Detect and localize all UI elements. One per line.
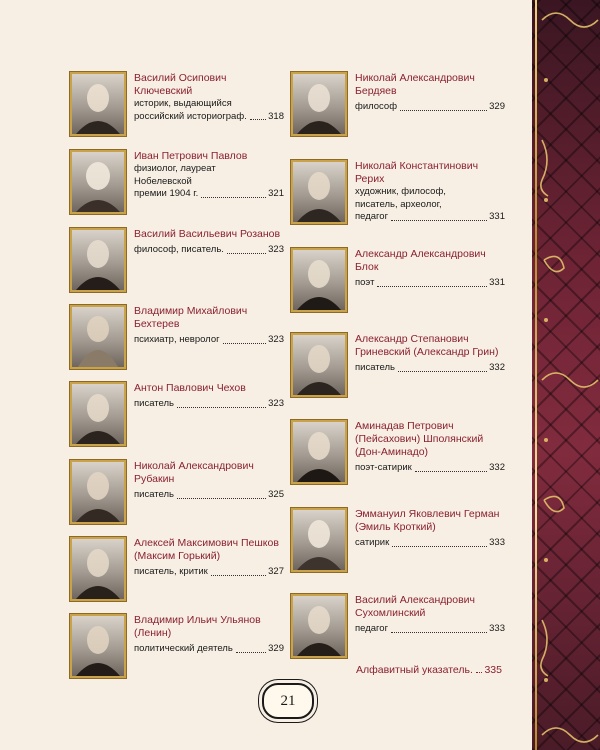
portrait-photo bbox=[291, 333, 347, 397]
ornament-pattern bbox=[532, 0, 600, 750]
person-desc: историк, выдающийся bbox=[134, 98, 232, 109]
portrait-photo bbox=[70, 537, 126, 601]
person-desc: премии 1904 г. bbox=[134, 188, 199, 199]
portrait-photo bbox=[291, 72, 347, 136]
person-name: Аминадав Петрович (Пейсахович) Шполянский (Дон-Аминадо) bbox=[355, 420, 484, 458]
person-desc: политический деятель bbox=[134, 643, 233, 654]
decorative-border bbox=[532, 0, 600, 750]
page-ref: 331 bbox=[489, 277, 505, 288]
person-desc: писатель bbox=[134, 489, 174, 500]
page-ref: 333 bbox=[489, 537, 505, 548]
portrait-photo bbox=[291, 594, 347, 658]
person-desc: психиатр, невролог bbox=[134, 334, 220, 345]
dot-leader bbox=[250, 119, 266, 120]
dot-leader bbox=[377, 286, 487, 287]
index-label: Алфавитный указатель. bbox=[356, 664, 473, 676]
portrait-photo bbox=[70, 382, 126, 446]
person-name: Василий Васильевич Розанов bbox=[134, 228, 281, 240]
person-desc: российский историограф. bbox=[134, 110, 247, 122]
person-desc: педагог bbox=[355, 623, 389, 634]
person-desc: поэт bbox=[355, 277, 375, 288]
dot-leader bbox=[177, 498, 266, 499]
page-ref: 323 bbox=[268, 398, 284, 409]
dot-leader bbox=[392, 546, 487, 547]
page-ref: 333 bbox=[489, 623, 505, 634]
person-desc: педагог bbox=[355, 211, 389, 222]
page-ref: 318 bbox=[268, 110, 284, 122]
dot-leader bbox=[415, 471, 487, 472]
person-desc: художник, философ, bbox=[355, 186, 446, 197]
person-desc: поэт-сатирик bbox=[355, 462, 412, 473]
person-desc: Нобелевской bbox=[134, 175, 192, 187]
portrait-photo bbox=[70, 72, 126, 136]
page-ref: 329 bbox=[268, 643, 284, 654]
page-ref: 331 bbox=[489, 211, 505, 222]
page-number-badge bbox=[262, 683, 314, 719]
person-name: Николай Константинович Рерих bbox=[355, 160, 479, 185]
dot-leader bbox=[223, 343, 267, 344]
page-ref: 325 bbox=[268, 489, 284, 500]
portrait-photo bbox=[291, 160, 347, 224]
person-name: Эммануил Яковлевич Герман (Эмиль Кроткий) bbox=[355, 508, 500, 533]
person-name: Алексей Максимович Пешков (Максим Горький) bbox=[134, 537, 279, 562]
person-name: Александр Степанович Гриневский (Александр Грин) bbox=[355, 333, 499, 358]
person-name: Владимир Михайлович Бехтерев bbox=[134, 305, 248, 330]
dot-leader bbox=[211, 575, 266, 576]
page-ref: 329 bbox=[489, 101, 505, 112]
page-ref: 335 bbox=[484, 664, 502, 676]
person-name: Василий Осипович Ключевский bbox=[134, 72, 227, 97]
alphabetical-index-entry[interactable] bbox=[356, 664, 502, 676]
page-ref: 321 bbox=[268, 188, 284, 199]
person-name: Николай Александрович Бердяев bbox=[355, 72, 475, 97]
person-desc: писатель, археолог, bbox=[355, 198, 442, 210]
dot-leader bbox=[391, 220, 487, 221]
person-desc: писатель, критик bbox=[134, 566, 208, 577]
page-number: 21 bbox=[280, 692, 296, 709]
person-desc: сатирик bbox=[355, 537, 390, 548]
person-name: Александр Александрович Блок bbox=[355, 248, 486, 273]
portrait-photo bbox=[70, 150, 126, 214]
dot-leader bbox=[391, 632, 487, 633]
portrait-photo bbox=[70, 460, 126, 524]
person-desc: физиолог, лауреат bbox=[134, 163, 216, 174]
page-ref: 323 bbox=[268, 334, 284, 345]
dot-leader bbox=[398, 371, 487, 372]
portrait-photo bbox=[291, 420, 347, 484]
portrait-photo bbox=[70, 305, 126, 369]
dot-leader bbox=[236, 652, 266, 653]
person-desc: философ bbox=[355, 101, 398, 112]
page-ref: 332 bbox=[489, 362, 505, 373]
dot-leader bbox=[177, 407, 266, 408]
dot-leader bbox=[227, 253, 266, 254]
dot-leader bbox=[400, 110, 487, 111]
dot-leader bbox=[201, 197, 266, 198]
page-ref: 323 bbox=[268, 244, 284, 255]
portrait-photo bbox=[291, 248, 347, 312]
portrait-photo bbox=[291, 508, 347, 572]
page-ref: 327 bbox=[268, 566, 284, 577]
person-name: Иван Петрович Павлов bbox=[134, 150, 248, 162]
person-name: Василий Александрович Сухомлинский bbox=[355, 594, 476, 619]
portrait-photo bbox=[70, 614, 126, 678]
portrait-photo bbox=[70, 228, 126, 292]
person-desc: писатель bbox=[134, 398, 174, 409]
page-ref: 332 bbox=[489, 462, 505, 473]
person-name: Николай Александрович Рубакин bbox=[134, 460, 254, 485]
person-name: Антон Павлович Чехов bbox=[134, 382, 246, 394]
person-desc: писатель bbox=[355, 362, 395, 373]
person-name: Владимир Ильич Ульянов (Ленин) bbox=[134, 614, 261, 639]
person-desc: философ, писатель. bbox=[134, 244, 224, 255]
dot-leader bbox=[476, 672, 483, 673]
